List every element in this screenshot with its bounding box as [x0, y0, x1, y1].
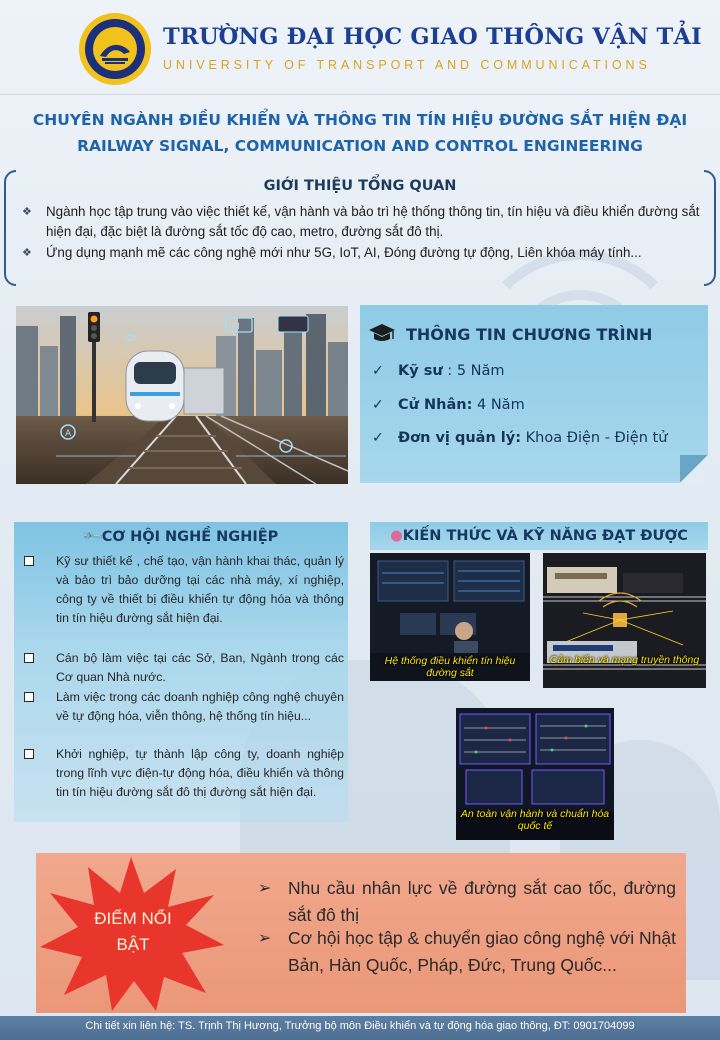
highlight-item: ➢ Nhu cầu nhân lực về đường sắt cao tốc, đường sắt đô thị — [258, 875, 676, 929]
program-row-engineer: ✓ Kỹ sư : 5 Năm — [372, 363, 505, 379]
university-name-vi: TRƯỜNG ĐẠI HỌC GIAO THÔNG VẬN TẢI — [163, 24, 702, 50]
checkbox-bullet-icon — [24, 556, 34, 566]
program-info-title: THÔNG TIN CHƯƠNG TRÌNH — [406, 325, 653, 344]
footer-contact: Chi tiết xin liên hệ: TS. Trịnh Thị Hương, Trưởng bộ môn Điều khiển và tự động hóa giao thông, ĐT: 0901704099 — [85, 1020, 635, 1032]
skill-image-control-room — [370, 553, 530, 681]
arrow-bullet-icon: ➢ — [258, 930, 272, 947]
career-item: Khởi nghiệp, tự thành lập công ty, doanh nghiệp trong lĩnh vực điện-tự động hóa, điều khiển và thông tin tín hiệu đường sắt đô thị đường sắt hiện đại. — [24, 745, 344, 802]
checkmark-icon: ✓ — [372, 397, 384, 413]
skill-image-sensors — [543, 553, 706, 688]
svg-text:A: A — [65, 429, 72, 439]
checkmark-icon: ✓ — [372, 430, 384, 446]
overview-item: ❖ Ngành học tập trung vào việc thiết kế, vận hành và bảo trì hệ thống thông tin, tín hiệu và điều khiển đường sắt hiện đại, đặc biệt là đường sắt tốc độ cao, metro, đường sắt đô thị. — [22, 204, 700, 239]
checkmark-icon: ✓ — [372, 363, 384, 379]
checkbox-bullet-icon — [24, 692, 34, 702]
checkbox-bullet-icon — [24, 653, 34, 663]
arrow-bullet-icon: ➢ — [258, 880, 272, 897]
university-logo — [78, 12, 152, 86]
program-row-department: ✓ Đơn vị quản lý: Khoa Điện - Điện tử — [372, 430, 668, 446]
highlight-label: ĐIỂM NỔI BẬT — [94, 909, 172, 954]
overview-item: ❖ Ứng dụng mạnh mẽ các công nghệ mới như 5G, IoT, AI, Đóng đường tự động, Liên khóa máy tính... — [22, 243, 710, 263]
skill-caption: An toàn vận hành và chuẩn hóa quốc tế — [460, 808, 610, 832]
hero-train-image — [16, 306, 348, 484]
career-title: 🔧CƠ HỘI NGHỀ NGHIỆP — [81, 524, 279, 549]
skills-title: ●KIẾN THỨC VÀ KỸ NĂNG ĐẠT ĐƯỢC — [390, 528, 688, 544]
skill-image-safety — [456, 708, 614, 840]
skill-caption: Cảm biến và mạng truyền thông — [549, 654, 700, 666]
checkbox-bullet-icon — [24, 749, 34, 759]
major-title-vi: CHUYÊN NGÀNH ĐIỀU KHIỂN VÀ THÔNG TIN TÍN HIỆU ĐƯỜNG SẮT HIỆN ĐẠI — [32, 111, 688, 129]
folded-corner — [680, 455, 708, 483]
program-row-bachelor: ✓ Cử Nhân: 4 Năm — [372, 397, 525, 413]
major-title-en: RAILWAY SIGNAL, COMMUNICATION AND CONTROL ENGINEERING — [77, 137, 643, 155]
brain-icon: ● — [390, 528, 403, 544]
career-item: Làm việc trong các doanh nghiệp công nghệ chuyên về tự động hóa, viễn thông, hệ thống tín hiệu... — [24, 688, 344, 726]
wrench-icon: 🔧 — [81, 524, 106, 549]
header-divider — [0, 94, 720, 95]
career-item: Cán bộ làm việc tại các Sở, Ban, Ngành trong các Cơ quan Nhà nước. — [24, 649, 344, 687]
career-item: Kỹ sư thiết kế , chế tạo, vận hành khai thác, quản lý và bảo trì bảo dưỡng tại các nhà máy, xí nghiệp, công ty về thiết bị điều khiển tự động hóa và thông tin tín hiệu đường sắt hiện đại. — [24, 552, 344, 628]
graduation-cap-icon — [368, 322, 396, 344]
diamond-bullet-icon: ❖ — [22, 247, 32, 259]
highlight-item: ➢ Cơ hội học tập & chuyển giao công nghệ với Nhật Bản, Hàn Quốc, Pháp, Đức, Trung Quốc... — [258, 925, 676, 979]
diamond-bullet-icon: ❖ — [22, 206, 32, 218]
skill-caption: Hệ thống điều khiển tín hiệu đường sắt — [384, 655, 516, 679]
university-name-en: UNIVERSITY OF TRANSPORT AND COMMUNICATIONS — [163, 58, 651, 72]
svg-text:AI: AI — [231, 322, 240, 332]
overview-title: GIỚI THIỆU TỔNG QUAN — [263, 178, 457, 194]
